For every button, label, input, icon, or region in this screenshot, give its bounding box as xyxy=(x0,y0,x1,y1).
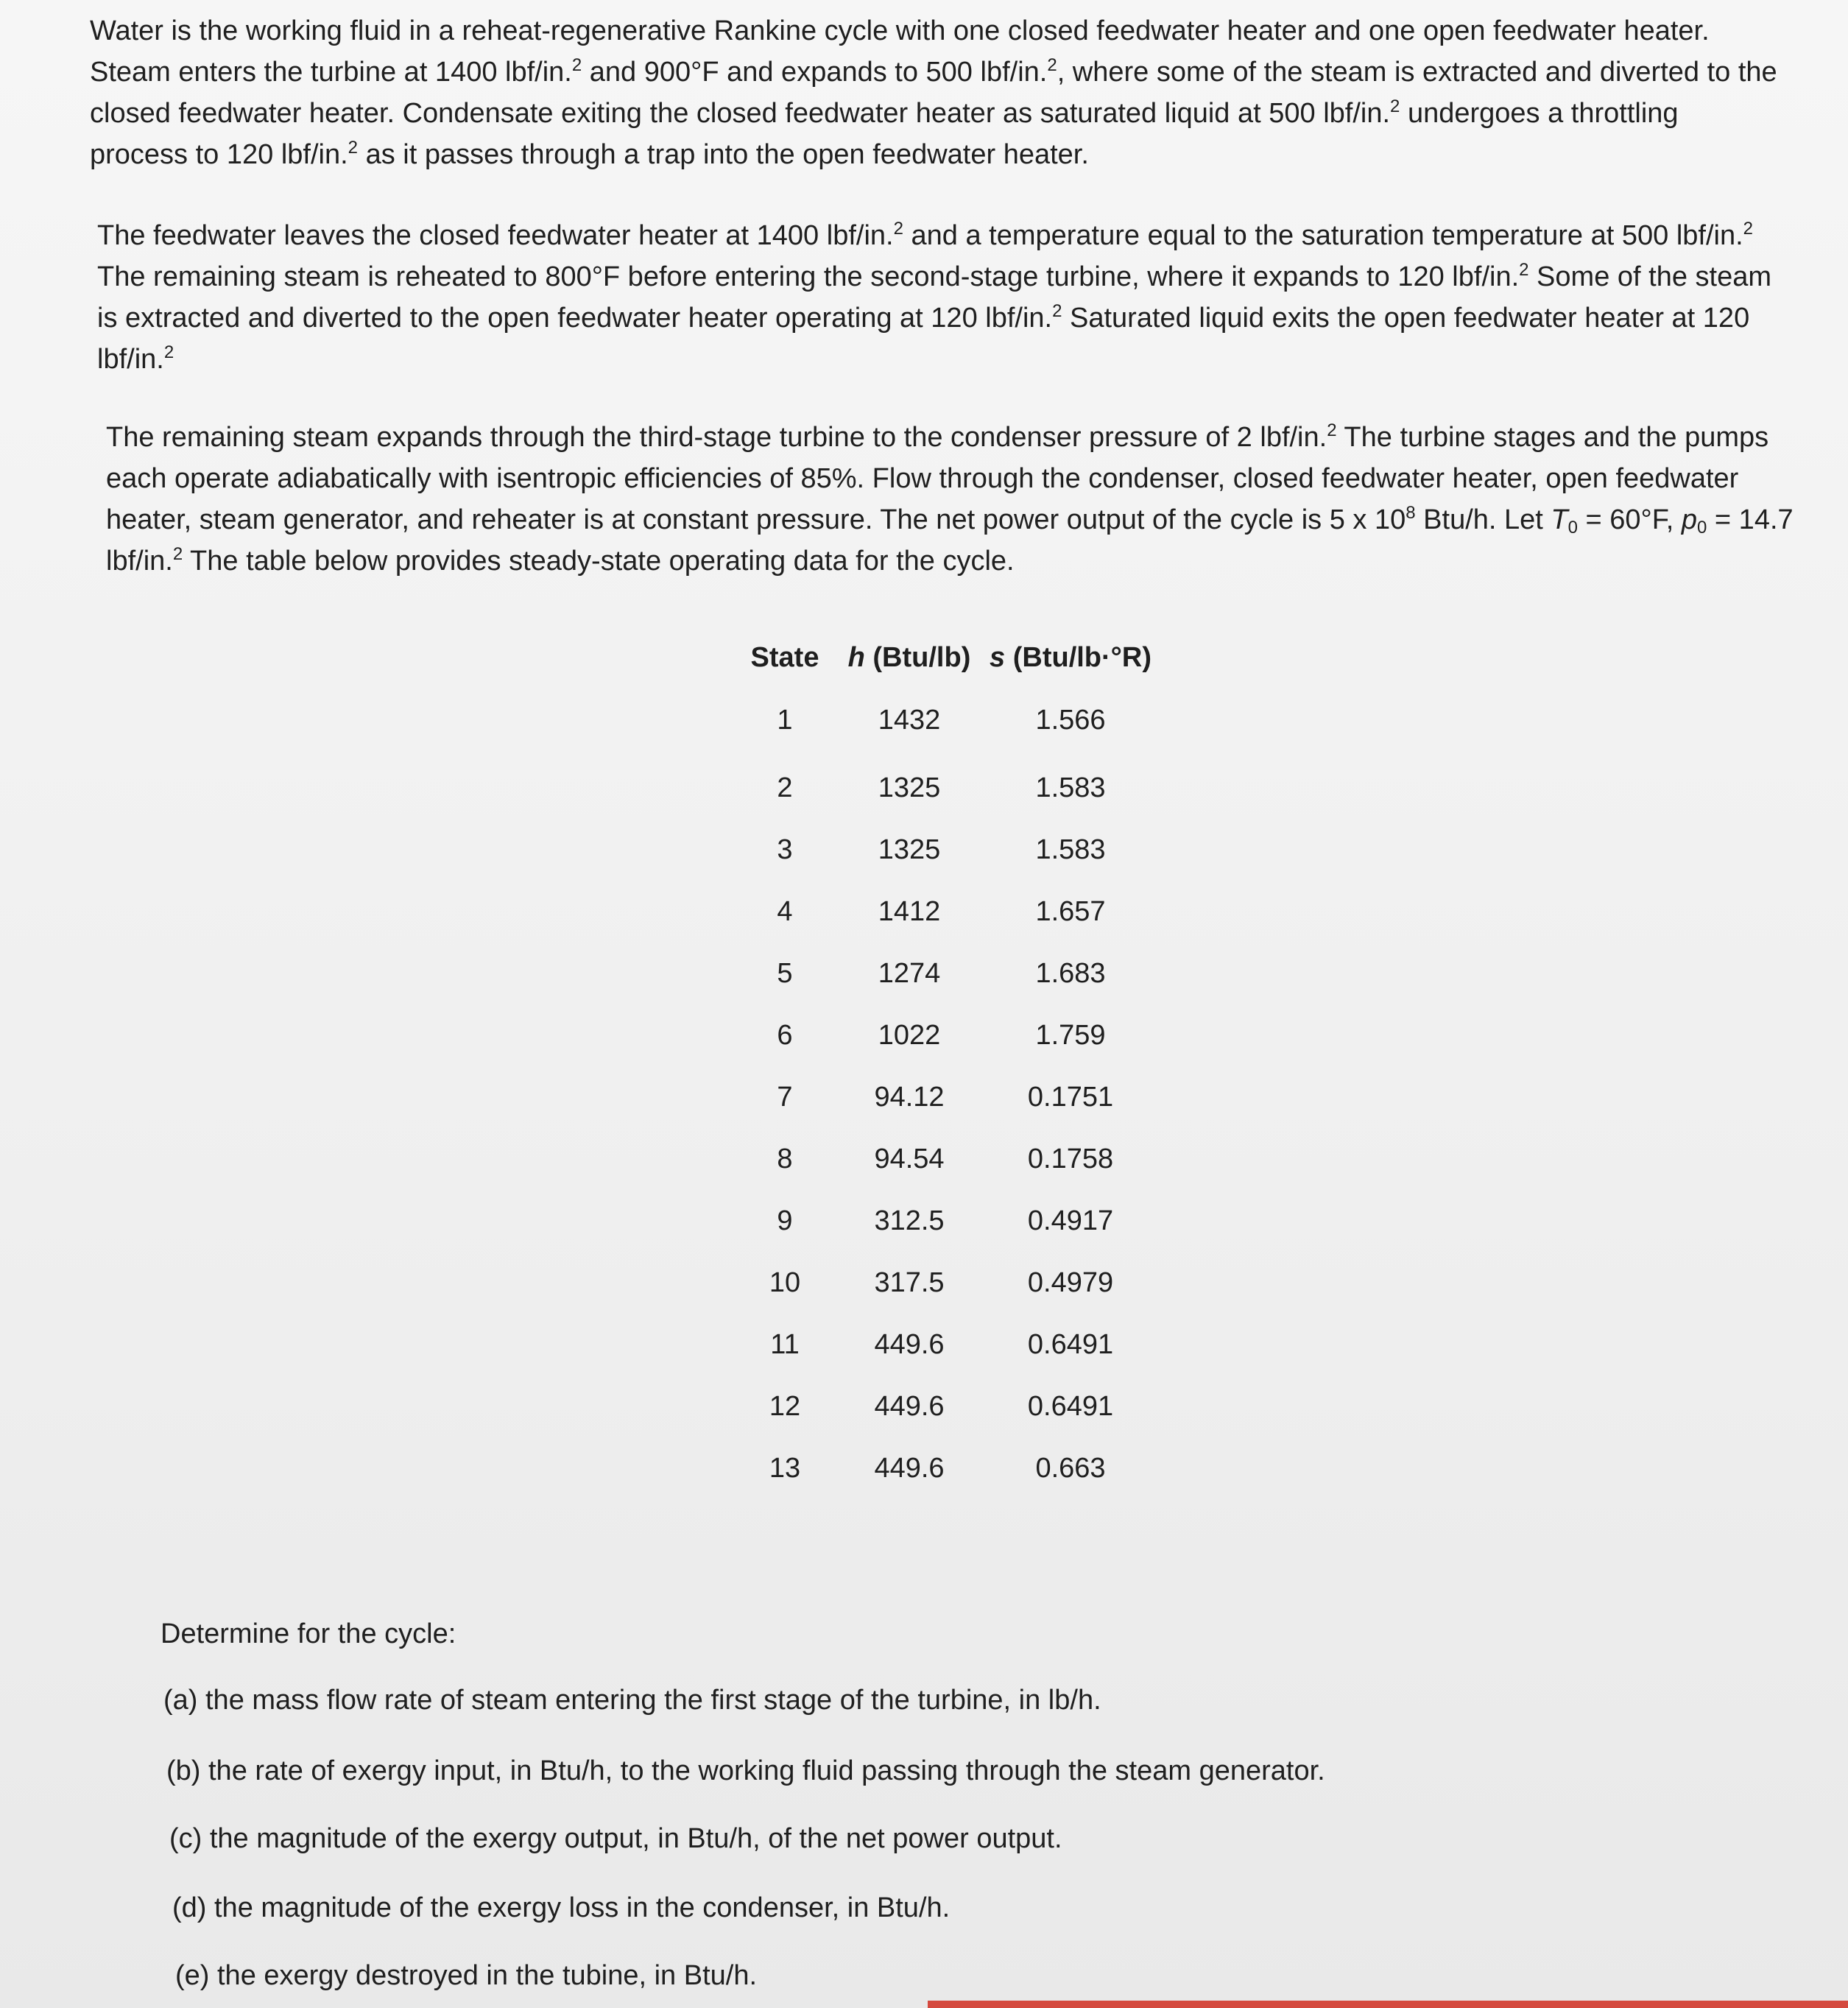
superscript-2: 2 xyxy=(172,544,183,564)
paragraph-feedwater-description xyxy=(97,215,1791,380)
header-state: State xyxy=(750,641,819,673)
enthalpy-cell: 449.6 xyxy=(874,1452,945,1484)
superscript-2: 2 xyxy=(1047,55,1057,75)
superscript-2: 2 xyxy=(348,138,359,158)
p2-text-2: and a temperature equal to the saturation temperature at 500 lbf/in. xyxy=(903,220,1743,251)
p3-text-5: = 14.7 lbf/in. xyxy=(106,504,1794,577)
enthalpy-cell: 449.6 xyxy=(874,1390,945,1422)
p1-text-5: as it passes through a trap into the open feedwater heater. xyxy=(358,139,1089,170)
p3-text-2: The turbine stages and the pumps each operate adiabatically with isentropic efficiencies of 85%. Flow through the condenser, closed feedwater heater, open feedwater heater, steam generator, and reheater is at constant pressure. The net power output of the cycle is 5 x 10 xyxy=(106,422,1769,535)
enthalpy-cell: 1274 xyxy=(878,957,941,989)
entropy-cell: 0.4979 xyxy=(1027,1267,1114,1298)
table-row xyxy=(732,881,1160,943)
state-cell: 10 xyxy=(769,1267,801,1298)
state-cell: 3 xyxy=(777,834,793,865)
state-cell: 4 xyxy=(777,895,793,927)
enthalpy-cell: 94.12 xyxy=(874,1081,945,1113)
question-b: (b) the rate of exergy input, in Btu/h, to the working fluid passing through the steam generator. xyxy=(166,1755,1325,1786)
p3-text-1: The remaining steam expands through the third-stage turbine to the condenser pressure of 2 lbf/in. xyxy=(106,422,1327,453)
table-row xyxy=(732,1437,1160,1499)
p1-text-1: Water is the working fluid in a reheat-regenerative Rankine cycle with one closed feedwater heater and one open feedwater heater. Steam enters the turbine at 1400 lbf/in. xyxy=(90,15,1710,88)
paragraph-cycle-description xyxy=(90,10,1783,175)
table-row xyxy=(732,683,1160,757)
enthalpy-cell: 94.54 xyxy=(874,1143,945,1174)
table-row xyxy=(732,757,1160,819)
superscript-2: 2 xyxy=(1519,260,1529,280)
state-cell: 11 xyxy=(770,1328,800,1360)
entropy-cell: 1.759 xyxy=(1035,1019,1106,1051)
entropy-cell: 1.683 xyxy=(1035,957,1106,989)
entropy-cell: 1.566 xyxy=(1035,704,1106,736)
state-cell: 2 xyxy=(777,772,793,803)
header-entropy xyxy=(981,632,1160,683)
symbol-p: p xyxy=(1681,504,1698,535)
entropy-cell: 0.1758 xyxy=(1027,1143,1114,1174)
superscript-2: 2 xyxy=(1390,96,1400,116)
superscript-2: 2 xyxy=(1327,420,1337,440)
p1-text-3: , where some of the steam is extracted and diverted to the closed feedwater heater. Condensate exiting the closed feedwater heater as saturated liquid at 500 lbf/in. xyxy=(90,57,1777,129)
superscript-8: 8 xyxy=(1406,503,1416,523)
state-cell: 5 xyxy=(777,957,793,989)
enthalpy-cell: 1412 xyxy=(878,895,941,927)
state-cell: 6 xyxy=(777,1019,793,1051)
determine-heading: Determine for the cycle: xyxy=(161,1618,456,1649)
symbol-T: T xyxy=(1551,504,1568,535)
superscript-2: 2 xyxy=(893,219,903,239)
state-property-table xyxy=(732,632,1160,1499)
superscript-2: 2 xyxy=(1052,301,1062,321)
table-row xyxy=(732,1314,1160,1375)
table-row xyxy=(732,1128,1160,1190)
table-row xyxy=(732,1375,1160,1437)
entropy-cell: 1.583 xyxy=(1035,834,1106,865)
entropy-unit: (Btu/lb·°R) xyxy=(1005,641,1152,673)
state-cell: 7 xyxy=(777,1081,793,1113)
state-cell: 13 xyxy=(769,1452,801,1484)
p1-text-4: undergoes a throttling process to 120 lbf/in. xyxy=(90,98,1679,170)
table-row xyxy=(732,1004,1160,1066)
enthalpy-cell: 317.5 xyxy=(874,1267,945,1298)
enthalpy-cell: 1325 xyxy=(878,834,941,865)
p3-text-3: Btu/h. Let xyxy=(1415,504,1551,535)
p2-text-5: Saturated liquid exits the open feedwater heater at 120 lbf/in. xyxy=(97,303,1750,375)
state-cell: 9 xyxy=(777,1205,793,1236)
entropy-cell: 0.6491 xyxy=(1027,1328,1114,1360)
entropy-cell: 0.4917 xyxy=(1027,1205,1114,1236)
table-row xyxy=(732,819,1160,881)
p3-text-6: The table below provides steady-state operating data for the cycle. xyxy=(183,546,1015,577)
p2-text-3: The remaining steam is reheated to 800°F before entering the second-stage turbine, where it expands to 120 lbf/in. xyxy=(97,261,1520,292)
enthalpy-cell: 1325 xyxy=(878,772,941,803)
header-enthalpy xyxy=(838,632,981,683)
superscript-2: 2 xyxy=(1743,219,1754,239)
subscript-0: 0 xyxy=(1567,518,1578,538)
state-cell: 12 xyxy=(769,1390,801,1422)
state-cell: 8 xyxy=(777,1143,793,1174)
entropy-cell: 0.1751 xyxy=(1027,1081,1114,1113)
question-c: (c) the magnitude of the exergy output, in Btu/h, of the net power output. xyxy=(169,1823,1062,1854)
table-row xyxy=(732,1066,1160,1128)
superscript-2: 2 xyxy=(571,55,582,75)
question-e: (e) the exergy destroyed in the tubine, in Btu/h. xyxy=(175,1960,758,1991)
table-header-row xyxy=(732,632,1160,683)
enthalpy-cell: 312.5 xyxy=(874,1205,945,1236)
enthalpy-cell: 1022 xyxy=(878,1019,941,1051)
question-d: (d) the magnitude of the exergy loss in the condenser, in Btu/h. xyxy=(172,1892,951,1923)
symbol-h: h xyxy=(847,641,865,673)
enthalpy-cell: 449.6 xyxy=(874,1328,945,1360)
p3-text-4: = 60°F, xyxy=(1577,504,1682,535)
enthalpy-unit: (Btu/lb) xyxy=(864,641,971,673)
entropy-cell: 1.657 xyxy=(1035,895,1106,927)
question-a: (a) the mass flow rate of steam entering the first stage of the turbine, in lb/h. xyxy=(163,1685,1101,1716)
symbol-s: s xyxy=(990,641,1006,673)
p2-text-4: Some of the steam is extracted and diverted to the open feedwater heater operating at 120 lbf/in. xyxy=(97,261,1771,334)
entropy-cell: 0.663 xyxy=(1035,1452,1106,1484)
bottom-edge-strip xyxy=(928,2001,1848,2008)
table-row xyxy=(732,1190,1160,1252)
superscript-2: 2 xyxy=(163,342,174,362)
p1-text-2: and 900°F and expands to 500 lbf/in. xyxy=(582,57,1048,88)
table-row xyxy=(732,943,1160,1004)
entropy-cell: 0.6491 xyxy=(1027,1390,1114,1422)
paragraph-turbine-description xyxy=(106,417,1799,582)
enthalpy-cell: 1432 xyxy=(878,704,941,736)
entropy-cell: 1.583 xyxy=(1035,772,1106,803)
state-cell: 1 xyxy=(777,704,793,736)
table-row xyxy=(732,1252,1160,1314)
subscript-0: 0 xyxy=(1697,518,1707,538)
p2-text-1: The feedwater leaves the closed feedwater heater at 1400 lbf/in. xyxy=(97,220,894,251)
